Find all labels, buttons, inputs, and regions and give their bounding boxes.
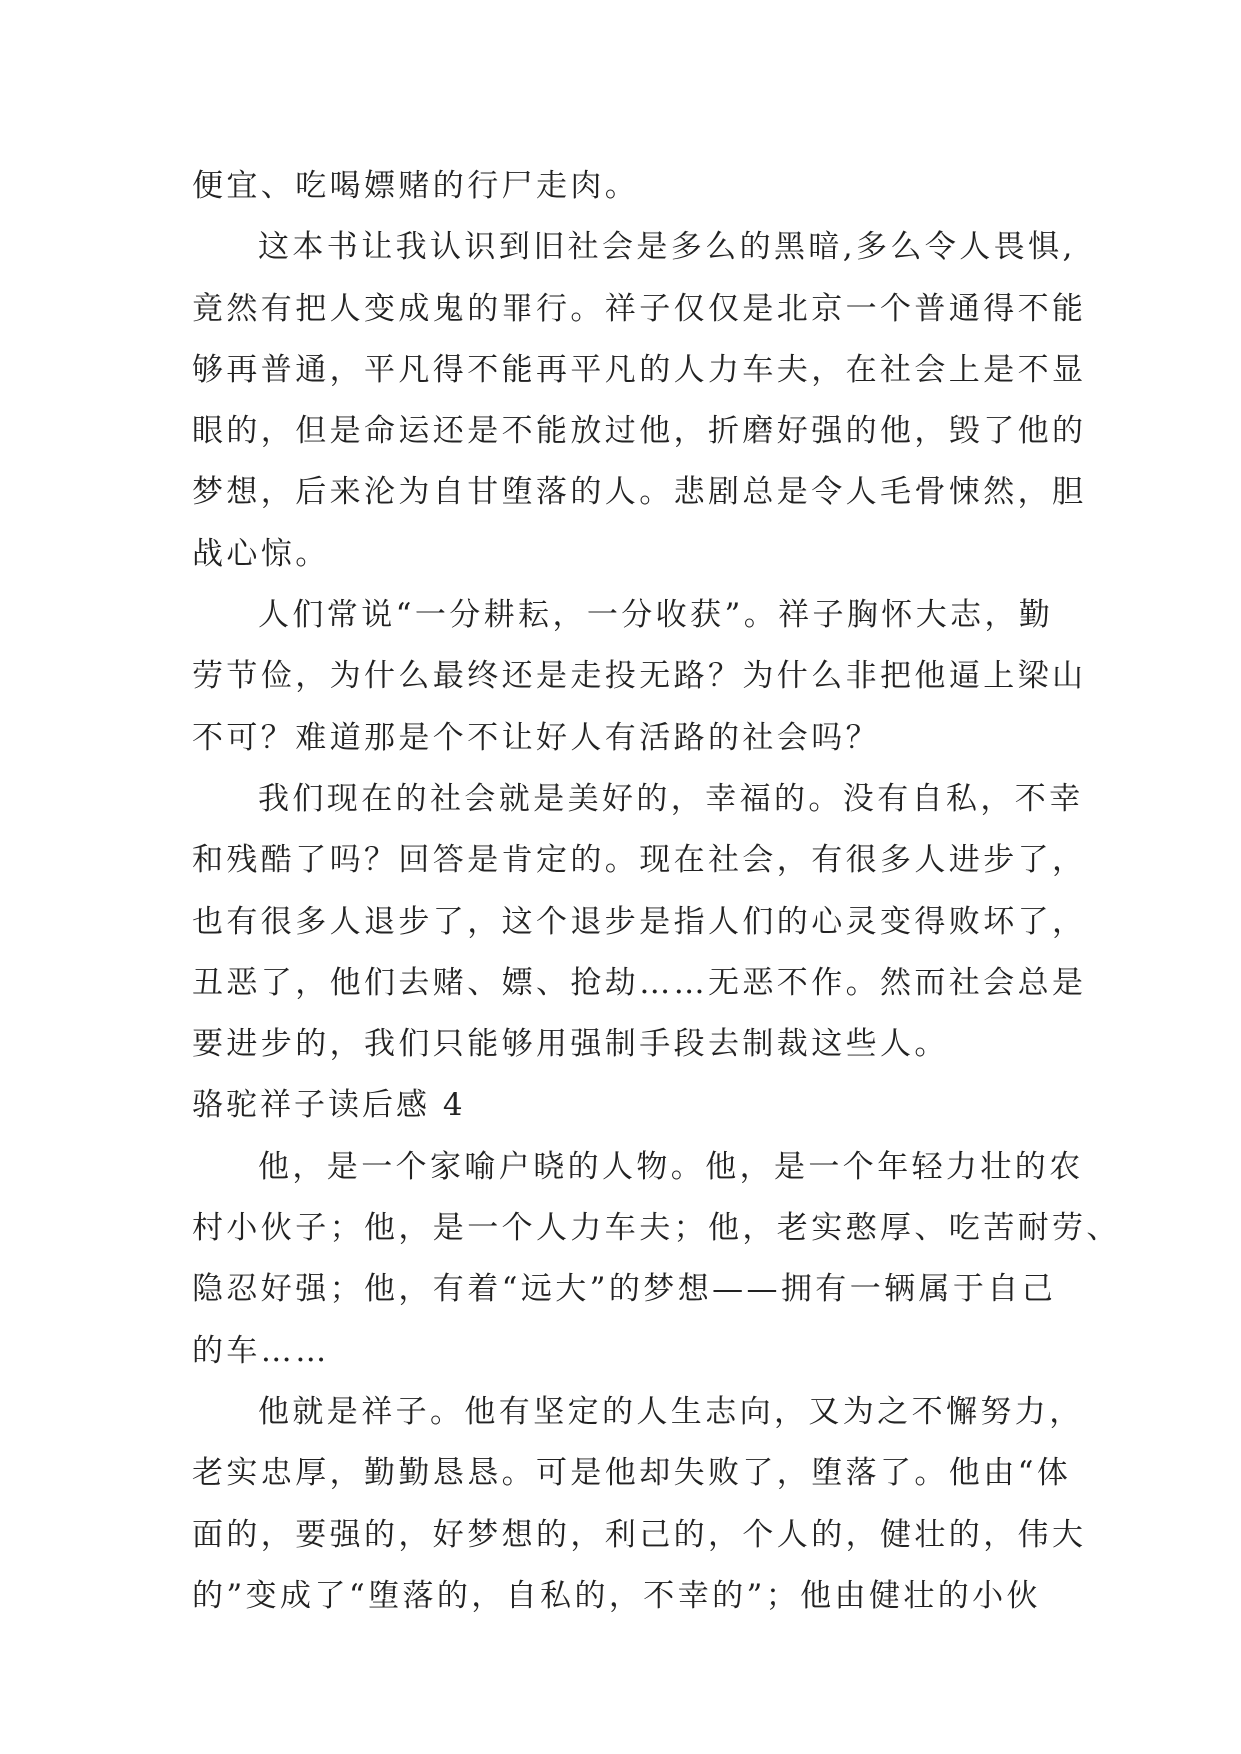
text-line: 便宜、吃喝嫖赌的行尸走肉。	[192, 168, 640, 204]
text-line: 要进步的，我们只能够用强制手段去制裁这些人。	[192, 1026, 949, 1063]
text-line: 眼的，但是命运还是不能放过他，折磨好强的他，毁了他的	[192, 413, 1087, 450]
text-line: 和残酷了吗？回答是肯定的。现在社会，有很多人进步了，	[192, 842, 1087, 879]
paragraph-start-line: 我们现在的社会就是美好的，幸福的。没有自私，不幸	[258, 780, 1084, 817]
text-line: 老实忠厚，勤勤恳恳。可是他却失败了，堕落了。他由“体	[192, 1455, 1072, 1492]
text-line: 够再普通，平凡得不能再平凡的人力车夫，在社会上是不显	[192, 351, 1087, 388]
text-line: 战心惊。	[192, 535, 330, 572]
text-line: 面的，要强的，好梦想的，利己的，个人的，健壮的，伟大	[192, 1516, 1087, 1553]
text-line: 梦想，后来沦为自甘堕落的人。悲剧总是令人毛骨悚然，胆	[192, 474, 1087, 511]
text-line: 丑恶了，他们去赌、嫖、抢劫……无恶不作。然而社会总是	[192, 964, 1087, 1001]
text-line: 竟然有把人变成鬼的罪行。祥子仅仅是北京一个普通得不能	[192, 290, 1087, 327]
text-line: 隐忍好强；他，有着“远大”的梦想——拥有一辆属于自己	[192, 1271, 1057, 1308]
document-body	[192, 156, 1121, 1627]
text-line: 也有很多人退步了，这个退步是指人们的心灵变得败坏了，	[192, 903, 1087, 940]
paragraph-start-line: 人们常说“一分耕耘，一分收获”。祥子胸怀大志，勤	[258, 597, 1054, 634]
paragraph-start-line: 这本书让我认识到旧社会是多么的黑暗,多么令人畏惧,	[258, 229, 1076, 266]
paragraph-start-line: 他就是祥子。他有坚定的人生志向，又为之不懈努力，	[258, 1393, 1084, 1430]
paragraph-start-line: 他，是一个家喻户晓的人物。他，是一个年轻力壮的农	[258, 1148, 1084, 1185]
text-line: 不可？难道那是个不让好人有活路的社会吗？	[192, 719, 880, 756]
text-line: 的车……	[192, 1332, 330, 1369]
text-line: 劳节俭，为什么最终还是走投无路？为什么非把他逼上梁山	[192, 658, 1087, 695]
text-line: 村小伙子；他，是一个人力车夫；他，老实憨厚、吃苦耐劳、	[192, 1210, 1121, 1247]
section-heading: 骆驼祥子读后感 4	[192, 1087, 466, 1124]
text-line: 的”变成了“堕落的，自私的，不幸的”；他由健壮的小伙	[192, 1577, 1041, 1614]
